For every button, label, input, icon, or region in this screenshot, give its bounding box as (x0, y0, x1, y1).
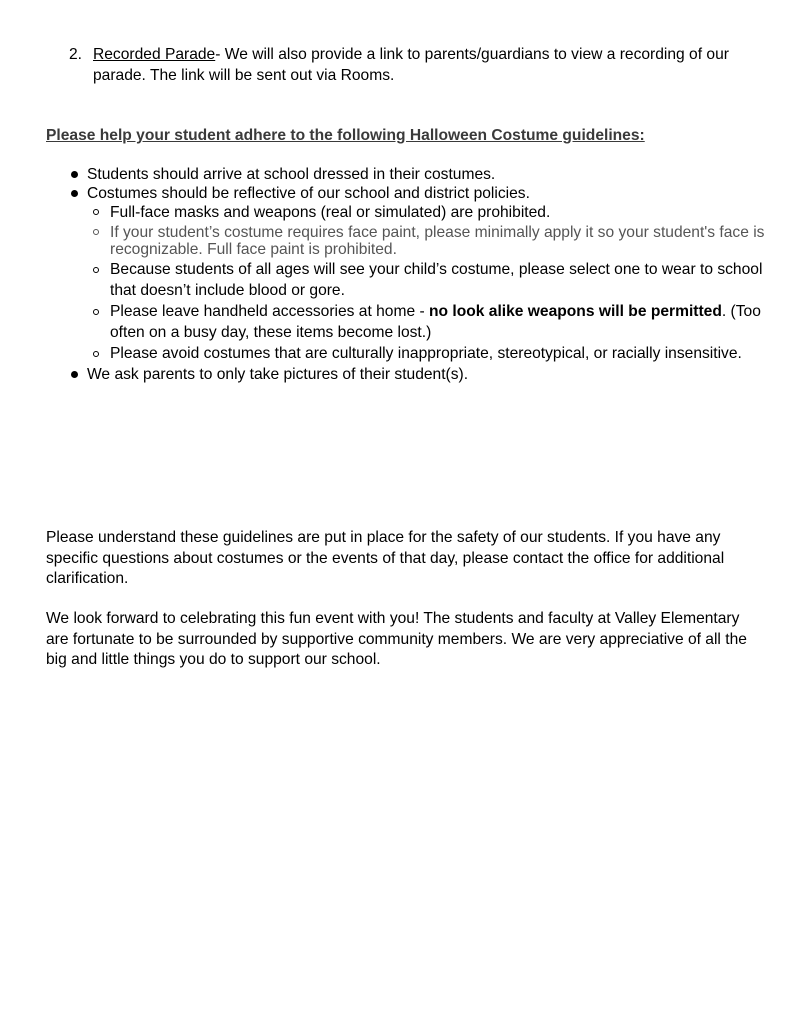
list-item (46, 165, 766, 184)
hollow-bullet-icon (93, 351, 99, 357)
bullet-icon (71, 371, 78, 378)
sub-text-post: . (Too often on a busy day, these items become lost.) (110, 303, 761, 341)
guidelines-list (46, 165, 766, 384)
list-item (46, 365, 766, 384)
sub-list-item (46, 302, 766, 343)
sub-list-item-text: Because students of all ages will see your child’s costume, please select one to wear to school that doesn’t include blood or gore. (110, 261, 763, 299)
sub-list-item-text: Full-face masks and weapons (real or simulated) are prohibited. (110, 204, 551, 221)
list-item-text: We ask parents to only take pictures of their student(s). (87, 365, 469, 383)
sub-list-item (46, 224, 766, 258)
hollow-bullet-icon (93, 229, 99, 235)
hollow-bullet-icon (93, 209, 99, 215)
item-text (93, 45, 759, 86)
sub-text-pre: Please leave handheld accessories at home - (110, 303, 429, 320)
sub-list-item-text: If your student’s costume requires face paint, please minimally apply it so your student's face is recognizable. Full face paint is prohibited. (110, 224, 765, 258)
guidelines-heading: Please help your student adhere to the following Halloween Costume guidelines: (46, 127, 645, 144)
list-item-text: Students should arrive at school dressed in their costumes. (87, 166, 496, 183)
sub-list-item-text: Please avoid costumes that are culturally inappropriate, stereotypical, or racially insensitive. (110, 345, 742, 362)
sub-list-item (46, 203, 766, 222)
closing-paragraph: We look forward to celebrating this fun event with you! The students and faculty at Valley Elementary are fortunate to be surrounded by supportive community members. We are very appreciative of all the big and little things you do to support our school. (46, 610, 747, 668)
item-description: - We will also provide a link to parents/guardians to view a recording of our parade. The link will be sent out via Rooms. (93, 46, 729, 84)
item-number: 2. (69, 46, 83, 63)
bullet-icon (71, 190, 78, 197)
sub-text-bold: no look alike weapons will be permitted (429, 303, 722, 320)
numbered-item-recorded-parade (69, 45, 759, 86)
list-item (46, 184, 766, 203)
hollow-bullet-icon (93, 309, 99, 315)
sub-list-item-text (110, 303, 761, 341)
sub-list-item (46, 344, 766, 365)
sub-list-item (46, 260, 766, 301)
list-item-text: Costumes should be reflective of our school and district policies. (87, 185, 530, 202)
bullet-icon (71, 171, 78, 178)
item-title: Recorded Parade (93, 46, 216, 63)
safety-paragraph: Please understand these guidelines are put in place for the safety of our students. If you have any specific questions about costumes or the events of that day, please contact the office for additional clarification. (46, 529, 725, 587)
hollow-bullet-icon (93, 267, 99, 273)
